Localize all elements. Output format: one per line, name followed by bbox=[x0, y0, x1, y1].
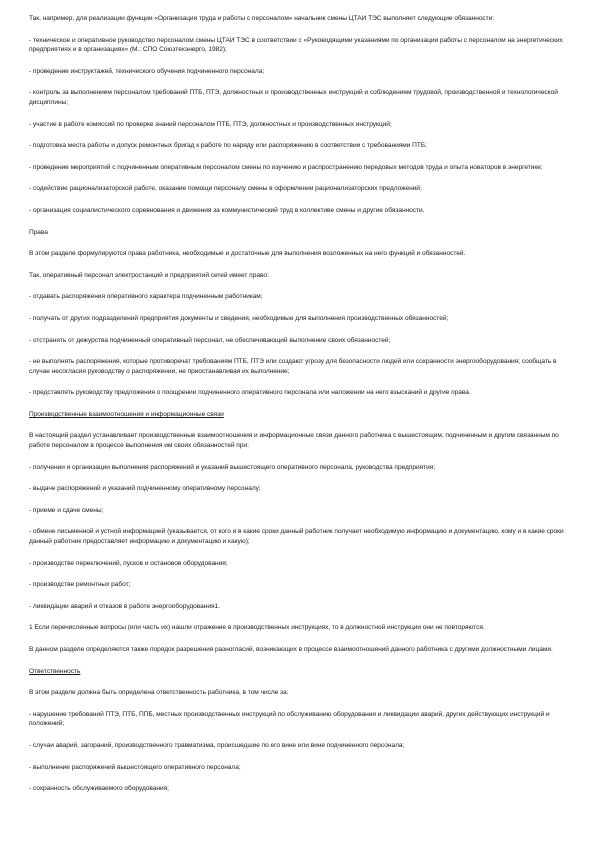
paragraph: В этом разделе формулируются права работника, необходимые и достаточные для выполнения возложенных на него функций и обязанностей. bbox=[29, 250, 466, 258]
paragraph: - выдаче распоряжений и указаний подчиненному оперативному персоналу; bbox=[29, 485, 261, 493]
footnote: 1 Если перечисленные вопросы (или часть их) нашли отражение в производственных инструкциях, то в должностной инструкции они не повторяются. bbox=[29, 624, 485, 632]
paragraph: - отдавать распоряжения оперативного характера подчиненным работникам; bbox=[29, 293, 263, 301]
section-heading: Ответственность bbox=[29, 667, 81, 675]
paragraph: В этом разделе должна быть определена ответственность работника, в том числе за: bbox=[29, 689, 289, 697]
paragraph: - получении и организации выполнения распоряжений и указаний вышестоящего оперативного персонала, руководства предприятия; bbox=[29, 463, 436, 471]
paragraph: - содействие рационализаторской работе, оказание помощи персоналу смены в оформлении рационализаторских предложений; bbox=[29, 185, 422, 193]
paragraph: Так, оперативный персонал электростанций и предприятий сетей имеет право: bbox=[29, 271, 269, 279]
paragraph: - получать от других подразделений предприятия документы и сведения, необходимые для выполнения производственных обязанностей; bbox=[29, 314, 449, 322]
paragraph: - случаи аварий, загораний, производственного травматизма, происшедшие по его вине или вине подчиненного персонала; bbox=[29, 741, 405, 749]
paragraph: - техническое и оперативное руководство персоналом смены ЦТАИ ТЭС в соответствии с «Руководящими указаниями по организации работы с персоналом на энергетических предприятиях и в организациях» (М.: СПО Союзтехэнерго, 1982); bbox=[29, 36, 563, 54]
paragraph: - производстве ремонтных работ; bbox=[29, 581, 131, 589]
paragraph: - организация социалистического соревнования и движения за коммунистический труд в коллективе смены и другие обязанности. bbox=[29, 206, 425, 214]
paragraph: - контроль за выполнением персоналом требований ПТБ, ПТЭ, должностных и производственных инструкций и соблюдением трудовой, производственной и технологической дисциплины; bbox=[29, 89, 558, 106]
paragraph: - отстранять от дежурства подчиненный оперативный персонал, не обеспечивающий выполнение своих обязанностей; bbox=[29, 336, 391, 344]
paragraph: - нарушение требований ПТЭ, ПТБ, ППБ, местных производственных инструкций по обслуживанию оборудования и ликвидации аварий, других действующих инструкций и положений; bbox=[29, 710, 550, 728]
paragraph: Так, например, для реализации функции «Организация труда и работы с персоналом» начальник смены ЦТАИ ТЭС выполняет следующие обязанности: bbox=[29, 15, 495, 22]
paragraph: - участие в работе комиссий по проверке знаний персоналом ПТБ, ПТЭ, должностных и производственных инструкций; bbox=[29, 120, 392, 128]
section-heading: Производственные взаимоотношения и информационные связи bbox=[29, 410, 224, 418]
paragraph: - производстве переключений, пусков и остановов оборудования; bbox=[29, 559, 228, 567]
paragraph: - проведение инструктажей, технического обучения подчиненного персонала; bbox=[29, 67, 265, 75]
paragraph: - ликвидации аварий и отказов в работе энергооборудования1. bbox=[29, 602, 220, 610]
paragraph: - приеме и сдаче смены; bbox=[29, 506, 104, 514]
paragraph: - не выполнять распоряжения, которые противоречат требованиям ПТБ, ПТЭ или создают угрозу для безопасности людей или сохранности энергооборудования; сообщать в случае несогласия руководству о распоряжении, не приостанавливая их выполнение; bbox=[29, 358, 557, 375]
document-page bbox=[29, 14, 569, 806]
paragraph: - обмене письменной и устной информацией (указывается, от кого и в какие сроки данный работник получает необходимую информацию и документацию, кому и в какие сроки данный работник предоставляет информацию и документацию и какую); bbox=[29, 528, 564, 546]
paragraph: - проведение мероприятий с подчиненным оперативным персоналом смены по изучению и распространению передовых методов труда и опыта новаторов в энергетике; bbox=[29, 163, 543, 171]
paragraph: - сохранность обслуживаемого оборудования; bbox=[29, 785, 169, 793]
paragraph: - подготовка места работы и допуск ремонтных бригад к работе по наряду или распоряжению в соответствии с требованиями ПТБ; bbox=[29, 142, 427, 150]
paragraph: В данном разделе определяются также порядок разрешения разногласий, возникающих в процессе взаимоотношений данного работника с другими должностными лицами. bbox=[29, 646, 553, 653]
paragraph: - выполнение распоряжений вышестоящего оперативного персонала; bbox=[29, 763, 241, 771]
section-heading: Права bbox=[29, 228, 48, 236]
paragraph: - представлять руководству предложения о поощрении подчиненного оперативного персонала или наложении на него взысканий и другие права. bbox=[29, 389, 471, 397]
paragraph: В настоящий раздел устанавливает производственные взаимоотношения и информационные связи данного работника с вышестоящим, подчиненным и другим связанным по работе персоналом в процессе выполнения им своих обязанностей при: bbox=[29, 432, 559, 450]
